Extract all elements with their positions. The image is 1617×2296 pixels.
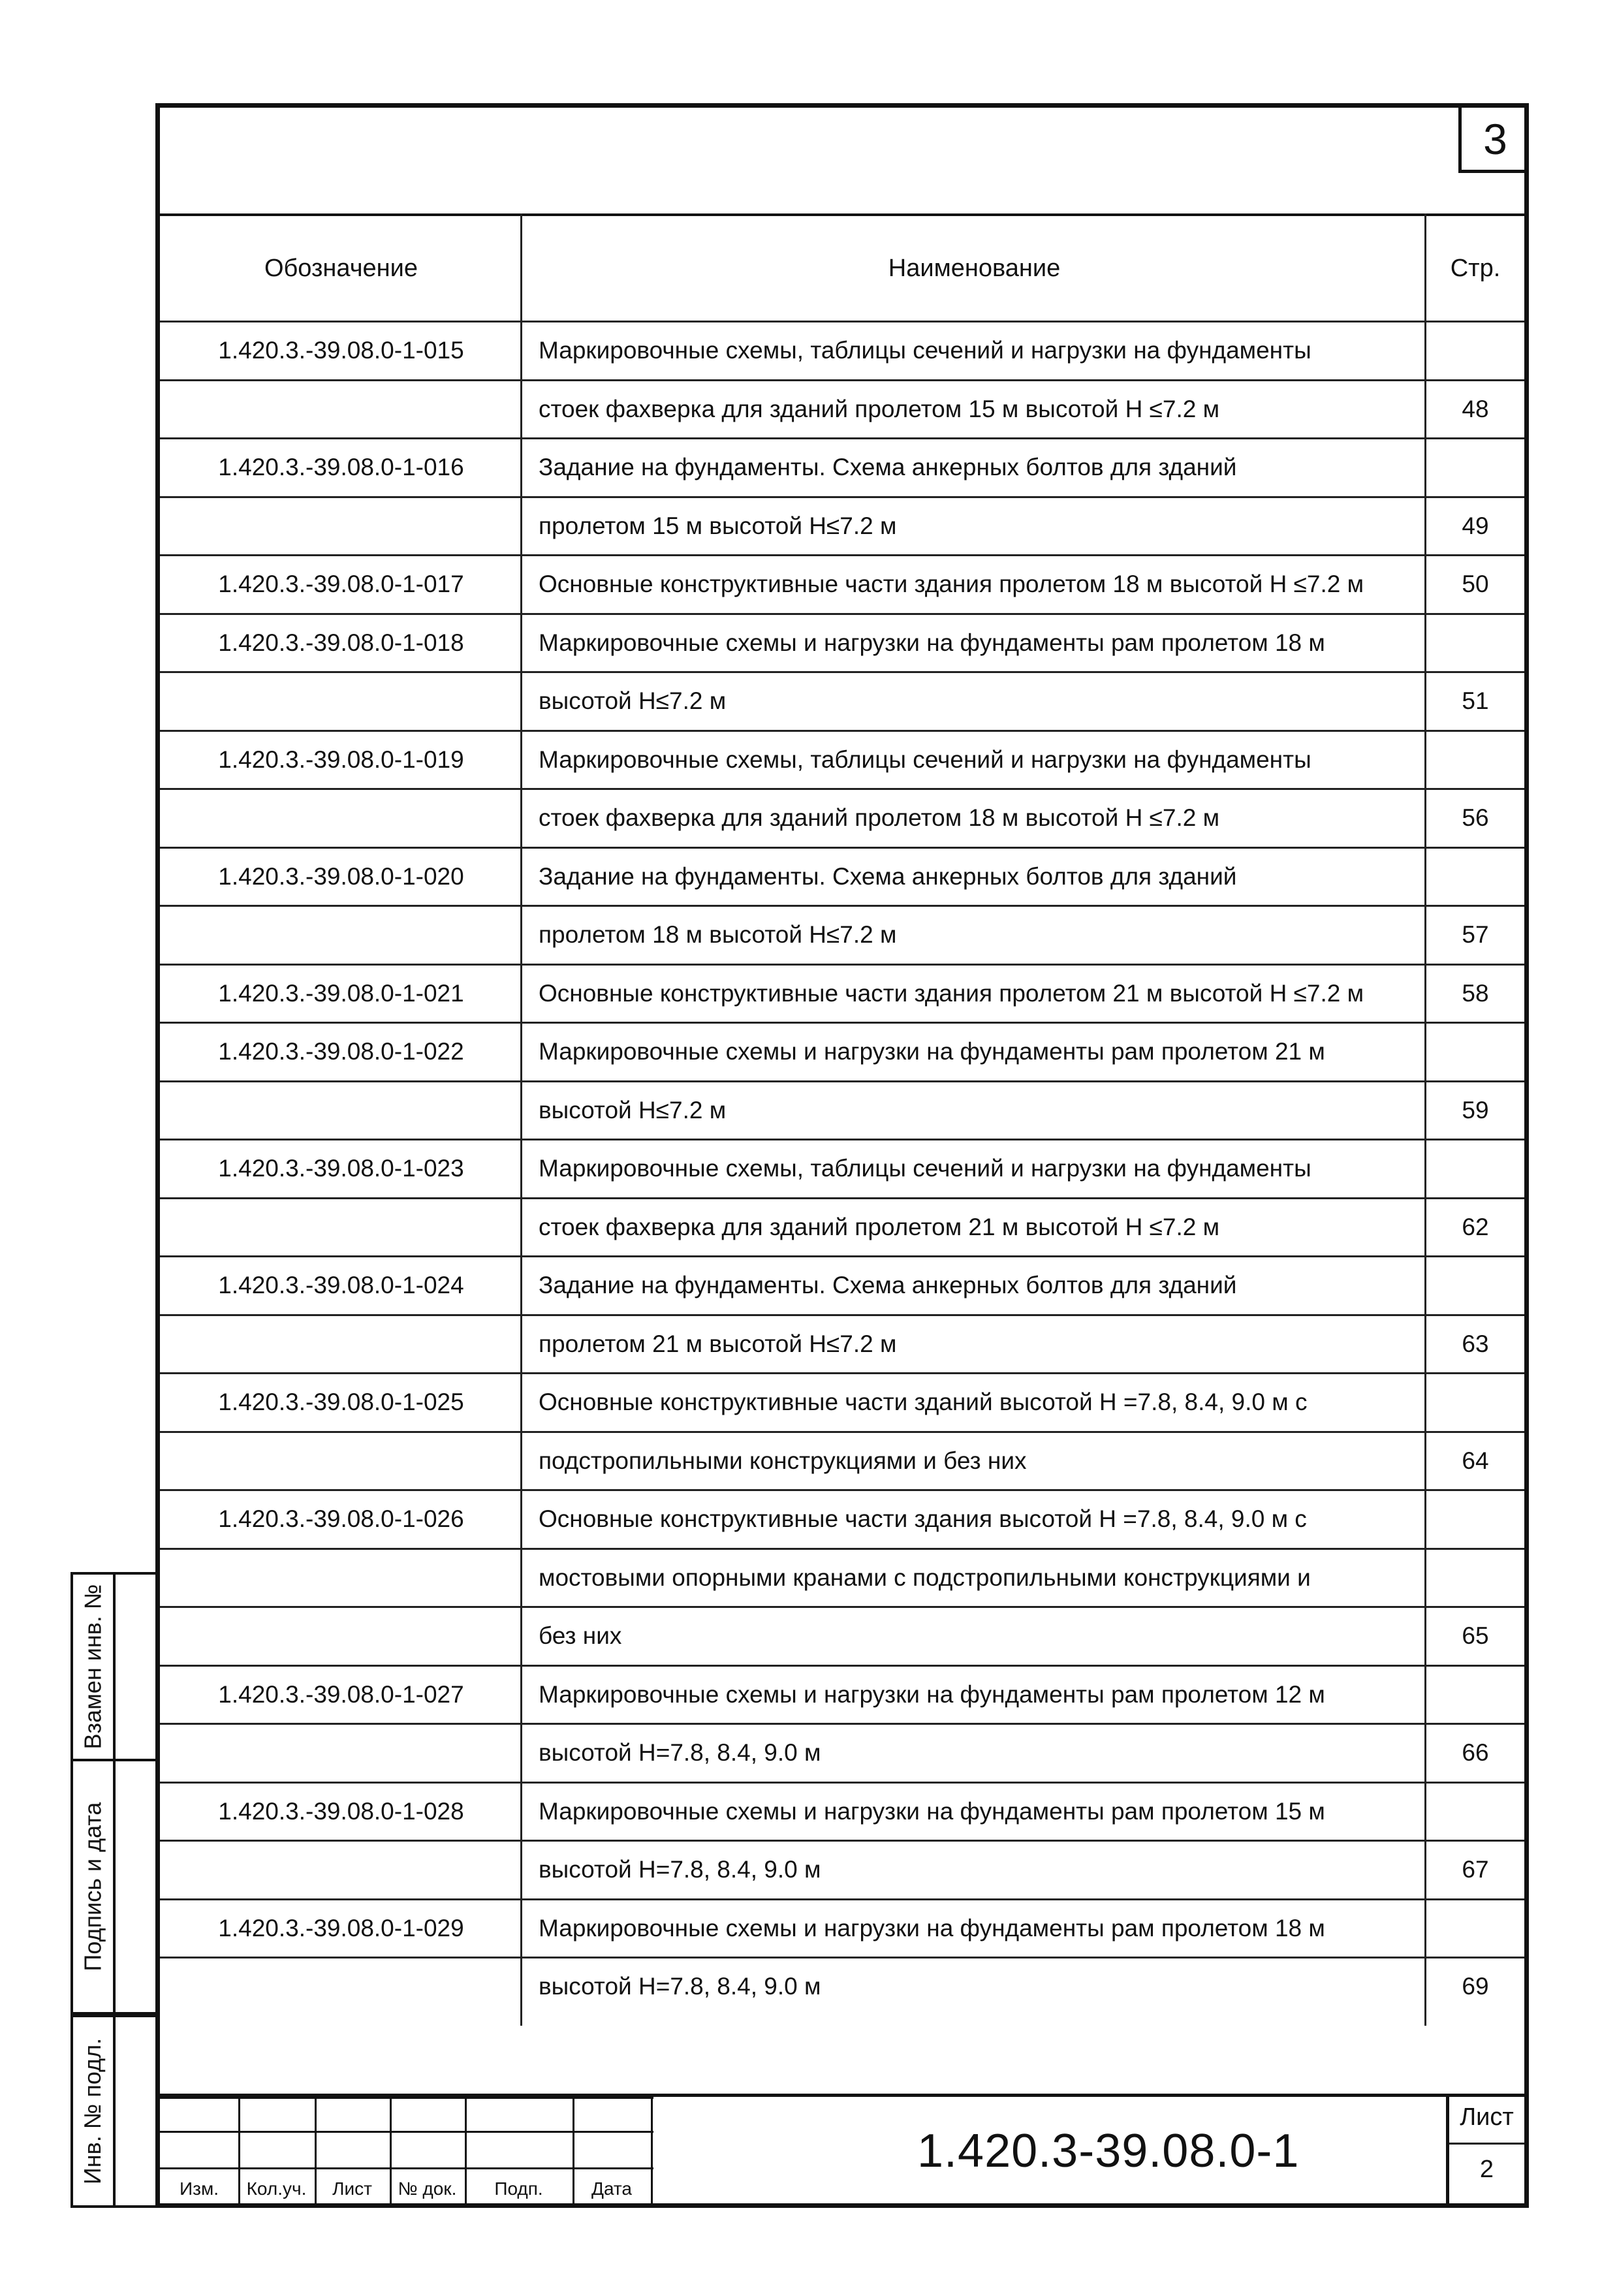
table-row — [160, 1139, 1524, 1197]
row-name: Задание на фундаменты. Схема анкерных болтов для зданий — [539, 862, 1237, 890]
table-row — [160, 847, 1524, 905]
row-name: Основные конструктивные части здания пролетом 18 м высотой Н ≤7.2 м — [539, 571, 1364, 598]
row-page — [1426, 1667, 1524, 1723]
stamp-col-change: Изм. — [180, 2178, 219, 2199]
table-row — [160, 437, 1524, 496]
side-label-inventory: Инв. № подл. — [79, 2037, 106, 2185]
row-name: высотой Н≤7.2 м — [539, 1096, 727, 1124]
row-page: 58 — [1462, 979, 1489, 1007]
row-designation: 1.420.3.-39.08.0-1-017 — [218, 571, 464, 598]
row-designation: 1.420.3.-39.08.0-1-027 — [218, 1680, 464, 1708]
row-designation: 1.420.3.-39.08.0-1-026 — [218, 1505, 464, 1533]
row-page — [1426, 1784, 1524, 1840]
header-page: Стр. — [1450, 254, 1501, 282]
side-label-replacement: Взамен инв. № — [79, 1584, 106, 1750]
row-designation — [160, 1199, 522, 1256]
table-row — [160, 1723, 1524, 1782]
row-page: 48 — [1462, 395, 1489, 422]
table-row — [160, 1022, 1524, 1080]
table-row — [160, 1782, 1524, 1840]
row-name: высотой Н≤7.2 м — [539, 687, 727, 715]
table-row — [160, 1548, 1524, 1607]
table-row — [160, 671, 1524, 730]
table-row — [160, 1372, 1524, 1431]
row-designation: 1.420.3.-39.08.0-1-023 — [218, 1155, 464, 1182]
row-page — [1426, 1550, 1524, 1607]
row-page — [1426, 322, 1524, 379]
row-name: высотой Н=7.8, 8.4, 9.0 м — [539, 1856, 821, 1883]
row-page — [1426, 1257, 1524, 1314]
row-name: стоек фахверка для зданий пролетом 21 м высотой Н ≤7.2 м — [539, 1213, 1220, 1240]
row-page — [1426, 1491, 1524, 1548]
table-row — [160, 1314, 1524, 1373]
row-page — [1426, 1024, 1524, 1080]
row-name: стоек фахверка для зданий пролетом 15 м высотой Н ≤7.2 м — [539, 395, 1220, 422]
stamp-col-doc: № док. — [398, 2178, 457, 2199]
row-designation: 1.420.3.-39.08.0-1-021 — [218, 979, 464, 1007]
row-name: Основные конструктивные части зданий высотой Н =7.8, 8.4, 9.0 м с — [539, 1389, 1308, 1416]
row-name: стоек фахверка для зданий пролетом 18 м высотой Н ≤7.2 м — [539, 804, 1220, 832]
table-row — [160, 1898, 1524, 1957]
header-name: Наименование — [888, 254, 1061, 282]
side-box-signature — [71, 1761, 155, 2015]
row-designation: 1.420.3.-39.08.0-1-029 — [218, 1914, 464, 1942]
table-row — [160, 613, 1524, 672]
table-row — [160, 1606, 1524, 1665]
table-row — [160, 321, 1524, 379]
row-page — [1426, 732, 1524, 789]
row-designation: 1.420.3.-39.08.0-1-022 — [218, 1038, 464, 1065]
row-designation — [160, 1608, 522, 1665]
row-designation — [160, 1550, 522, 1607]
document-code: 1.420.3-39.08.0-1 — [917, 2125, 1300, 2177]
row-page — [1426, 1900, 1524, 1957]
table-row — [160, 1431, 1524, 1490]
table-row — [160, 1197, 1524, 1256]
row-designation — [160, 1316, 522, 1373]
table-row — [160, 1840, 1524, 1898]
row-page: 56 — [1462, 804, 1489, 832]
row-name: высотой Н=7.8, 8.4, 9.0 м — [539, 1739, 821, 1767]
table-row — [160, 1489, 1524, 1548]
row-designation: 1.420.3.-39.08.0-1-016 — [218, 454, 464, 481]
row-name: подстропильными конструкциями и без них — [539, 1447, 1027, 1474]
row-designation — [160, 1433, 522, 1490]
row-name: Маркировочные схемы, таблицы сечений и нагрузки на фундаменты — [539, 337, 1311, 364]
sheet-label: Лист — [1460, 2103, 1514, 2131]
row-name: пролетом 18 м высотой Н≤7.2 м — [539, 921, 897, 949]
row-designation — [160, 1082, 522, 1139]
row-designation — [160, 1958, 522, 2015]
row-name: Маркировочные схемы и нагрузки на фундаменты рам пролетом 21 м — [539, 1038, 1325, 1065]
row-page: 65 — [1462, 1622, 1489, 1650]
table-row — [160, 379, 1524, 438]
row-page: 64 — [1462, 1447, 1489, 1474]
row-name: Маркировочные схемы, таблицы сечений и нагрузки на фундаменты — [539, 746, 1311, 773]
row-page: 59 — [1462, 1096, 1489, 1124]
title-block — [160, 2094, 1524, 2203]
row-page — [1426, 615, 1524, 672]
table-row — [160, 1665, 1524, 1723]
row-designation: 1.420.3.-39.08.0-1-015 — [218, 337, 464, 364]
row-name: Маркировочные схемы и нагрузки на фундаменты рам пролетом 12 м — [539, 1680, 1325, 1708]
row-page — [1426, 849, 1524, 905]
row-designation: 1.420.3.-39.08.0-1-018 — [218, 629, 464, 656]
stamp-col-sign: Подп. — [494, 2178, 543, 2199]
table-row — [160, 964, 1524, 1022]
page-frame — [155, 103, 1529, 2208]
row-name: Маркировочные схемы и нагрузки на фундаменты рам пролетом 18 м — [539, 629, 1325, 656]
row-name: Основные конструктивные части здания высотой Н =7.8, 8.4, 9.0 м с — [539, 1505, 1307, 1533]
row-designation — [160, 498, 522, 555]
row-name: Маркировочные схемы, таблицы сечений и нагрузки на фундаменты — [539, 1155, 1311, 1182]
stamp-col-date: Дата — [591, 2178, 632, 2199]
row-designation: 1.420.3.-39.08.0-1-025 — [218, 1389, 464, 1416]
row-page: 67 — [1462, 1856, 1489, 1883]
row-designation: 1.420.3.-39.08.0-1-019 — [218, 746, 464, 773]
sheet-box — [1446, 2097, 1524, 2203]
table-row — [160, 788, 1524, 847]
row-name: Задание на фундаменты. Схема анкерных болтов для зданий — [539, 1272, 1237, 1299]
stamp-col-sheet: Лист — [332, 2178, 372, 2199]
row-designation: 1.420.3.-39.08.0-1-024 — [218, 1272, 464, 1299]
side-label-signature: Подпись и дата — [79, 1802, 106, 1972]
table-row — [160, 1957, 1524, 2015]
row-designation — [160, 381, 522, 438]
row-name: Основные конструктивные части здания пролетом 21 м высотой Н ≤7.2 м — [539, 979, 1364, 1007]
side-box-inventory — [71, 2015, 155, 2208]
row-name: мостовыми опорными кранами с подстропильными конструкциями и — [539, 1564, 1311, 1591]
row-page: 57 — [1462, 921, 1489, 949]
row-designation — [160, 1725, 522, 1782]
stamp-col-count: Кол.уч. — [246, 2178, 307, 2199]
row-name: пролетом 21 м высотой Н≤7.2 м — [539, 1330, 897, 1357]
row-page: 49 — [1462, 512, 1489, 539]
row-designation — [160, 907, 522, 964]
row-name: высотой Н=7.8, 8.4, 9.0 м — [539, 1973, 821, 2000]
row-name: без них — [539, 1622, 622, 1650]
row-designation — [160, 1842, 522, 1898]
row-page: 51 — [1462, 687, 1489, 715]
table-header — [160, 213, 1524, 321]
table-row — [160, 554, 1524, 613]
sheet-corner-number: 3 — [1458, 108, 1529, 173]
row-designation: 1.420.3.-39.08.0-1-028 — [218, 1797, 464, 1825]
row-page: 66 — [1462, 1739, 1489, 1767]
row-page — [1426, 1140, 1524, 1197]
row-page: 50 — [1462, 571, 1489, 598]
row-designation: 1.420.3.-39.08.0-1-020 — [218, 862, 464, 890]
row-name: Маркировочные схемы и нагрузки на фундаменты рам пролетом 15 м — [539, 1797, 1325, 1825]
row-designation — [160, 673, 522, 730]
row-page — [1426, 1374, 1524, 1431]
row-designation — [160, 790, 522, 847]
row-page: 62 — [1462, 1213, 1489, 1240]
row-name: Задание на фундаменты. Схема анкерных болтов для зданий — [539, 454, 1237, 481]
table-row — [160, 1255, 1524, 1314]
sheet-number: 2 — [1479, 2156, 1494, 2183]
table-row — [160, 1080, 1524, 1139]
row-page — [1426, 439, 1524, 496]
header-designation: Обозначение — [264, 254, 418, 282]
table-row — [160, 905, 1524, 964]
row-name: пролетом 15 м высотой Н≤7.2 м — [539, 512, 897, 539]
row-page: 63 — [1462, 1330, 1489, 1357]
side-box-replacement — [71, 1572, 155, 1761]
row-page: 69 — [1462, 1973, 1489, 2000]
row-name: Маркировочные схемы и нагрузки на фундаменты рам пролетом 18 м — [539, 1914, 1325, 1942]
table-row — [160, 730, 1524, 789]
table-row — [160, 496, 1524, 555]
